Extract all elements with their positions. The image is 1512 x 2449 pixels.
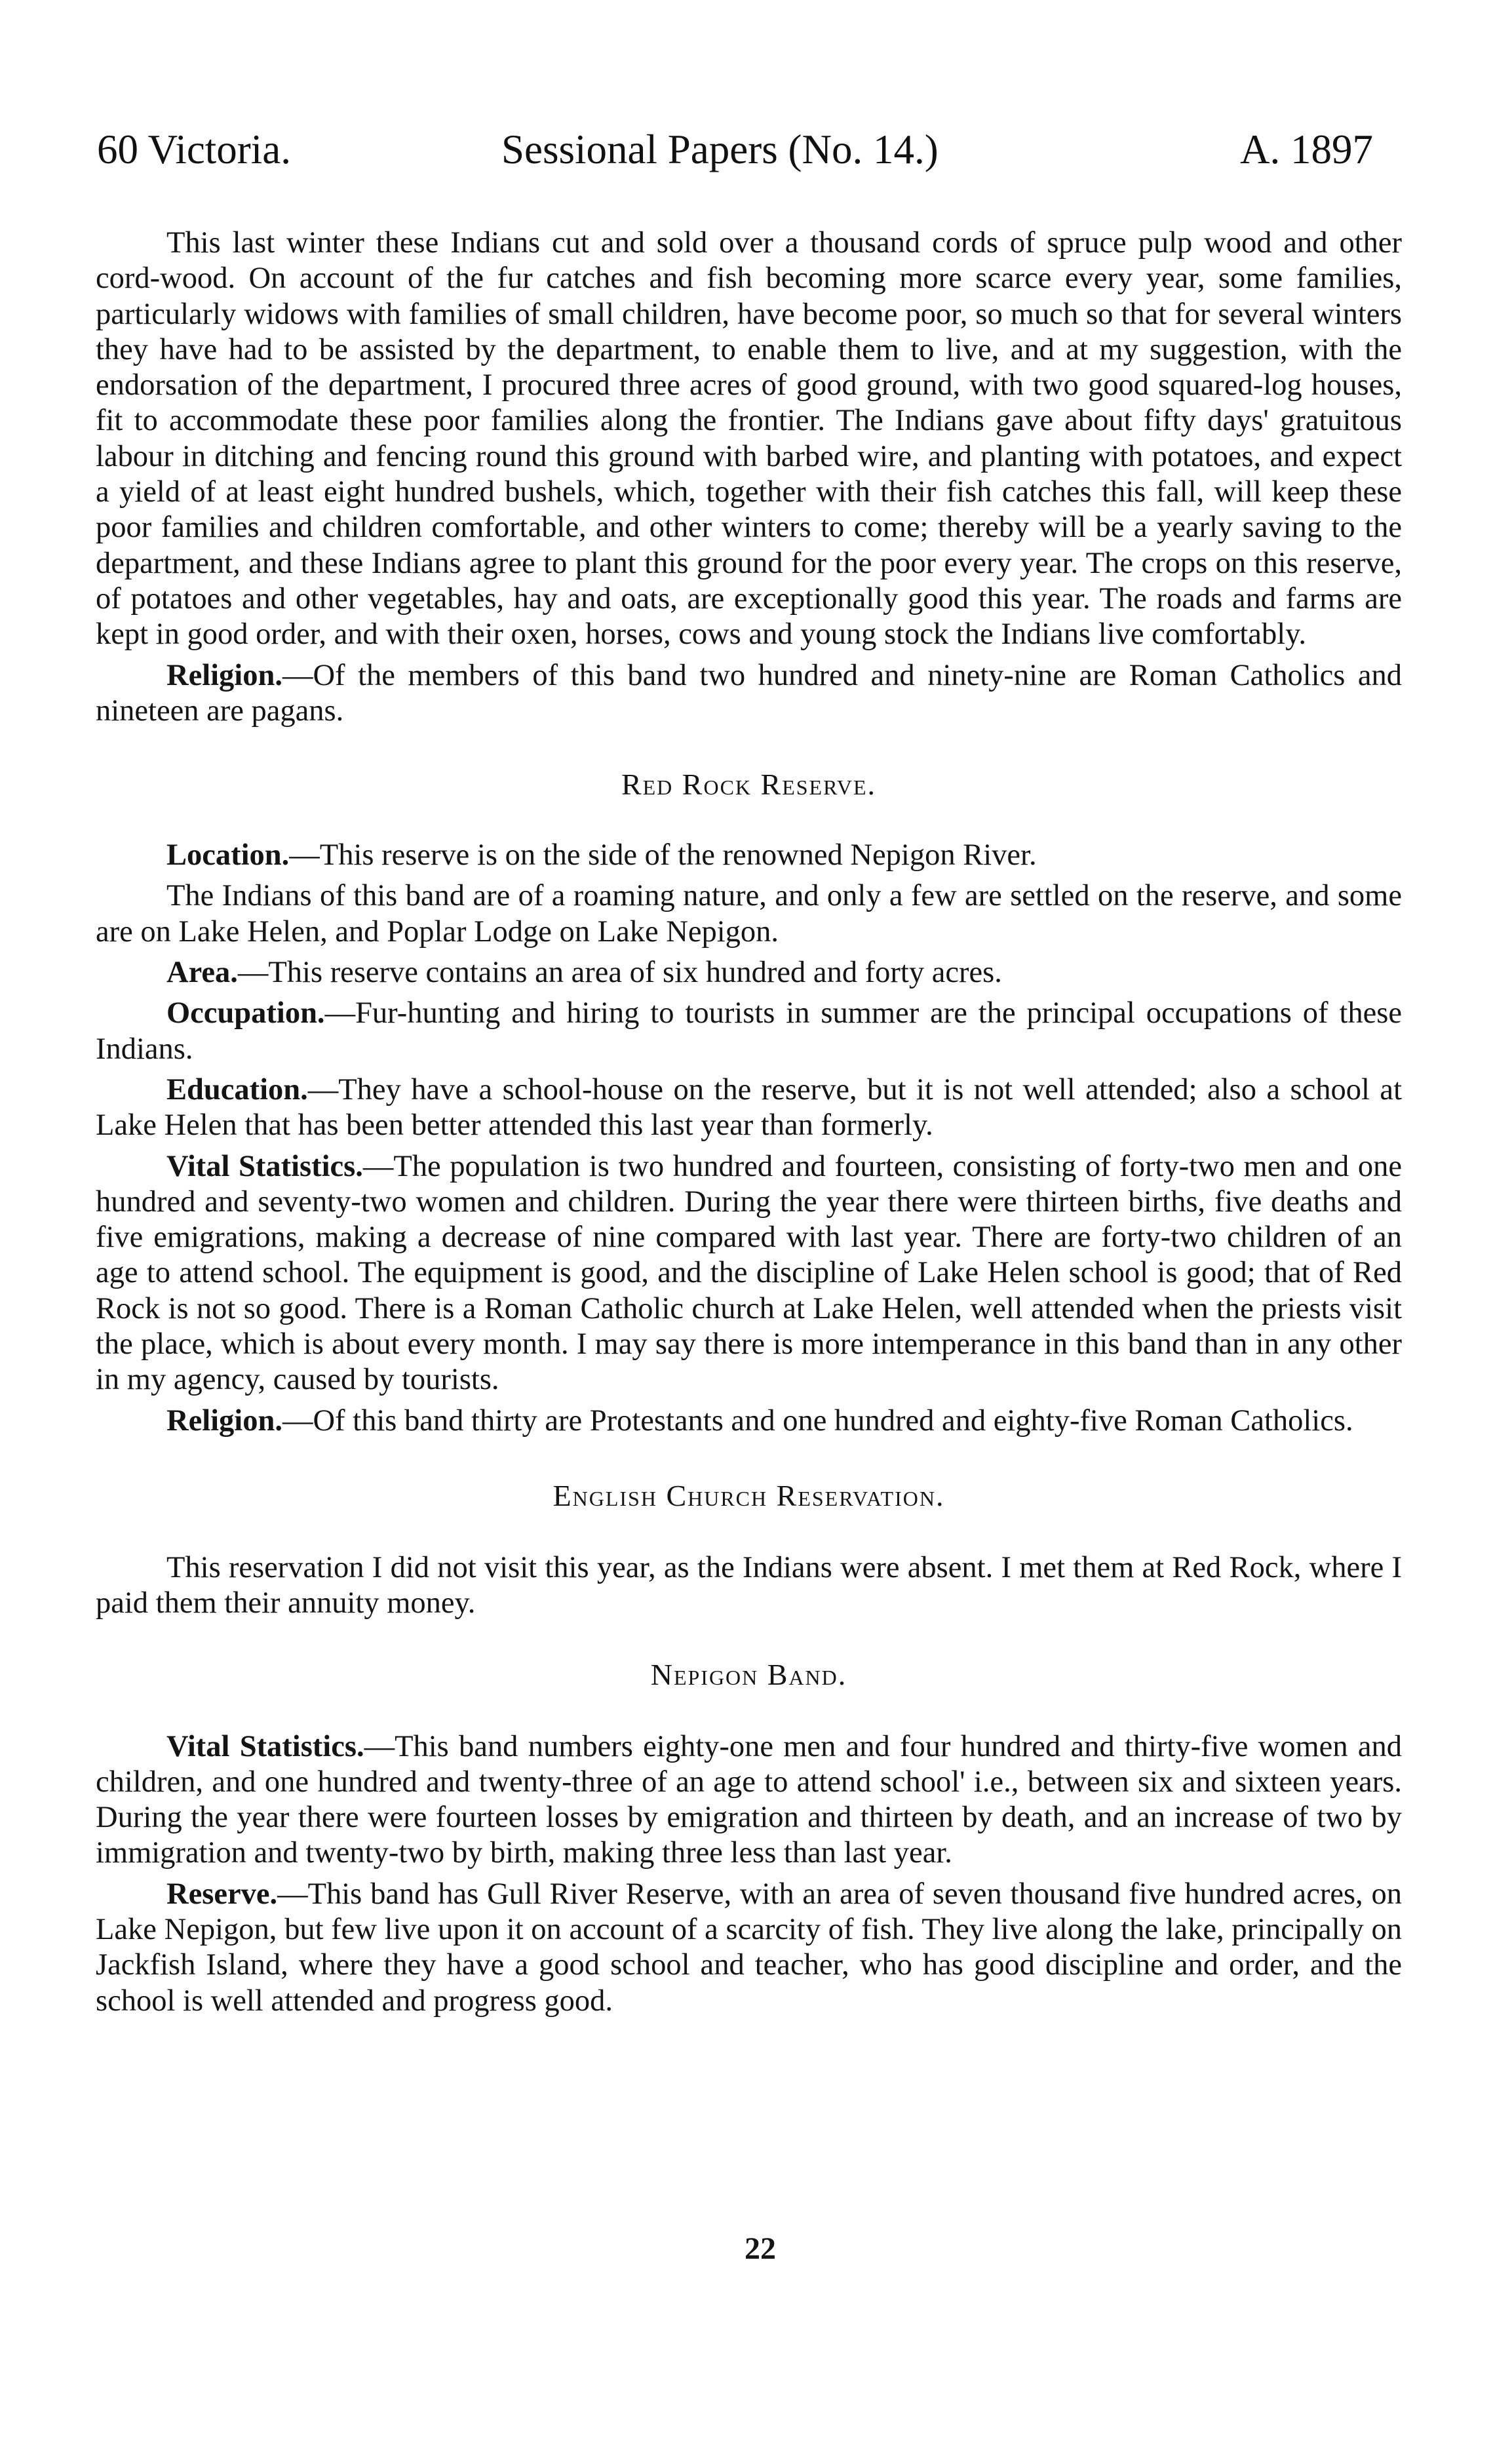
running-head-title: Sessional Papers (No. 14.) [501, 127, 939, 172]
paragraph-reserve [96, 1877, 1402, 2019]
paragraph-roaming: The Indians of this band are of a roaming nature, and only a few are settled on the reserve, and some are on Lake Helen, and Poplar Lodge on Lake Nepigon. [96, 879, 1402, 949]
occupation-heading: Occupation. [166, 996, 325, 1030]
paragraph-vital-statistics-nepigon [96, 1729, 1402, 1871]
paragraph-location [96, 838, 1402, 873]
reserve-heading: Reserve. [166, 1877, 278, 1911]
area-heading: Area. [166, 956, 238, 990]
vital-statistics-heading: Vital Statistics. [166, 1149, 363, 1183]
religion-heading: Religion. [166, 658, 282, 692]
paragraph-winter-labour: This last winter these Indians cut and sold over a thousand cords of spruce pulp wood and other cord-wood. On account of the fur catches and fish becoming more scarce every year, some families, particularly widows with families of small children, have become poor, so much so that for several winters they have had to be assisted by the department, to enable them to live, and at my suggestion, with the endorsation of the department, I procured three acres of good ground, with two good squared-log houses, fit to accommodate these poor families along the frontier. The Indians gave about fifty days' gratuitous labour in ditching and fencing round this ground with barbed wire, and planting with potatoes, and expect a yield of at least eight hundred bushels, which, together with their fish catches this fall, will keep these poor families and children comfortable, and other winters to come; thereby will be a yearly saving to the department, and these Indians agree to plant this ground for the poor every year. The crops on this reserve, of potatoes and other vegetables, hay and oats, are exceptionally good this year. The roads and farms are kept in good order, and with their oxen, horses, cows and young stock the Indians live comfortably. [96, 226, 1402, 652]
paragraph-english-church: This reservation I did not visit this year, as the Indians were absent. I met them at Red Rock, where I paid them their annuity money. [96, 1550, 1402, 1620]
education-text: —They have a school-house on the reserve, but it is not well attended; also a school at Lake Helen that has been better attended this last year than formerly. [96, 1072, 1402, 1143]
vital-statistics-text: —The population is two hundred and fourteen, consisting of forty-two men and one hundred and seventy-two women and children. During the year there were thirteen births, five deaths and five emigrations, making a decrease of nine compared with last year. There are forty-two children of an age to attend school. The equipment is good, and the discipline of Lake Helen school is good; that of Red Rock is not so good. There is a Roman Catholic church at Lake Helen, well attended when the priests visit the place, which is about every month. I may say there is more intemperance in this band than in any other in my agency, caused by tourists. [96, 1149, 1402, 1397]
religion-text: —Of this band thirty are Protestants and one hundred and eighty-five Roman Catholics. [282, 1403, 1353, 1438]
paragraph-area [96, 955, 1402, 990]
education-heading: Education. [166, 1072, 308, 1107]
location-heading: Location. [166, 838, 290, 872]
reserve-text: —This band has Gull River Reserve, with an area of seven thousand five hundred acres, on Lake Nepigon, but few live upon it on account of a scarcity of fish. They live along the lake, principally on Jackfish Island, where they have a good school and teacher, who has good discipline and order, and the school is well attended and progress good. [96, 1877, 1402, 2018]
paragraph-occupation [96, 996, 1402, 1067]
vital-statistics-heading: Vital Statistics. [166, 1729, 364, 1763]
occupation-text: —Fur-hunting and hiring to tourists in summer are the principal occupations of these Indians. [96, 996, 1402, 1066]
paragraph-religion-band [96, 658, 1402, 730]
location-text: —This reserve is on the side of the renowned Nepigon River. [289, 838, 1037, 872]
area-text: —This reserve contains an area of six hundred and forty acres. [237, 956, 1002, 990]
paragraph-religion-red-rock [96, 1403, 1402, 1439]
religion-text: —Of the members of this band two hundred and ninety-nine are Roman Catholics and nineteen are pagans. [96, 658, 1402, 728]
religion-heading: Religion. [166, 1403, 282, 1438]
vital-statistics-text: —This band numbers eighty-one men and four hundred and thirty-five women and children, and one hundred and twenty-three of an age to attend school' i.e., between six and sixteen years. During the year there were fourteen losses by emigration and thirteen by death, and an increase of two by immigration and twenty-two by birth, making three less than last year. [96, 1729, 1402, 1870]
section-heading-nepigon-band: Nepigon Band. [650, 1657, 847, 1691]
section-heading-english-church: English Church Reservation. [552, 1478, 945, 1512]
paragraph-vital-statistics-red-rock [96, 1149, 1402, 1398]
section-heading-red-rock: Red Rock Reserve. [621, 768, 877, 802]
paragraph-education [96, 1072, 1402, 1144]
running-head-session: 60 Victoria. [97, 127, 291, 172]
page-number: 22 [745, 2231, 776, 2266]
page-body [96, 225, 1402, 2024]
running-head-year: A. 1897 [1240, 127, 1373, 172]
